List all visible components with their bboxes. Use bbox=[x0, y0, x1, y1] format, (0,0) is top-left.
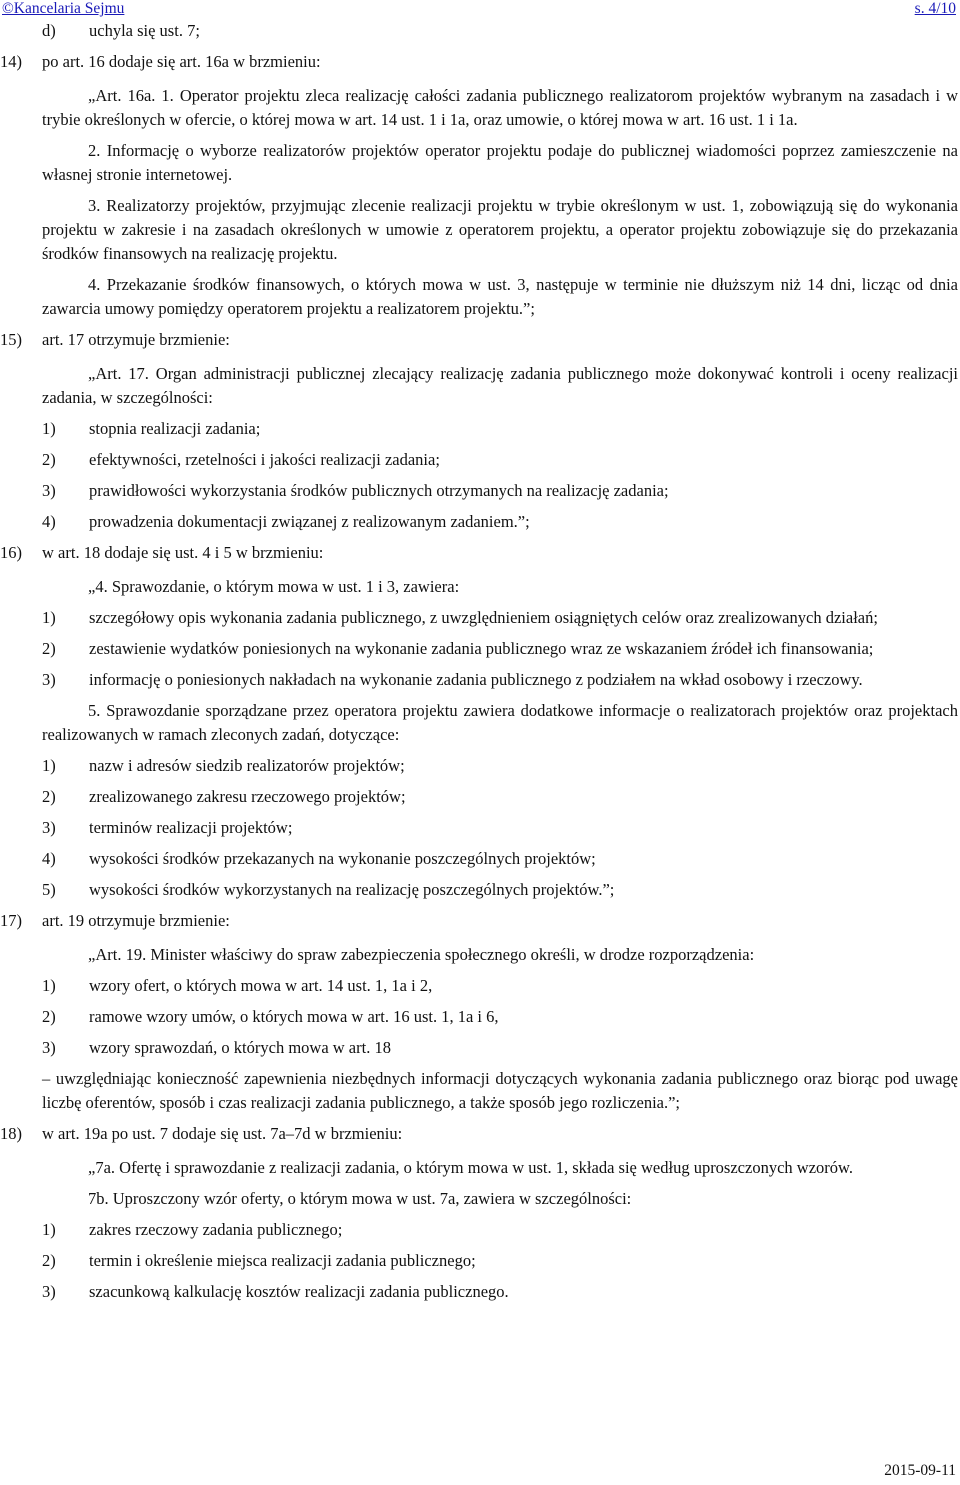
item-text: uchyla się ust. 7; bbox=[89, 21, 200, 40]
art16a-paragraph-4: 4. Przekazanie środków finansowych, o których mowa w ust. 3, następuje w terminie nie dłuższym niż 14 dni, licząc od dnia zawarcia umowy pomiędzy operatorem projektu a realizatorem projektu.”; bbox=[42, 275, 958, 318]
list-item bbox=[42, 974, 958, 998]
footer-date: 2015-09-11 bbox=[884, 1462, 956, 1479]
page-header bbox=[0, 0, 960, 20]
list-item-text: zakres rzeczowy zadania publicznego; bbox=[89, 1220, 343, 1239]
list-item-number: 3) bbox=[42, 670, 56, 689]
amendment-15 bbox=[0, 328, 958, 352]
list-item-text: prawidłowości wykorzystania środków publicznych otrzymanych na realizację zadania; bbox=[89, 481, 669, 500]
list-item-text: wzory sprawozdań, o których mowa w art. 18 bbox=[89, 1038, 391, 1057]
list-item-number: 5) bbox=[42, 880, 56, 899]
art16a-paragraph-3: 3. Realizatorzy projektów, przyjmując zlecenie realizacji projektu w trybie określonym w ust. 1, zobowiązują się do wykonania projektu w zakresie i na zasadach określonych w umowie z operatorem projektu, a operator projektu zobowiązuje się do przekazania środków finansowych na realizację projektu. bbox=[42, 196, 958, 263]
ust7b-intro: 7b. Uproszczony wzór oferty, o którym mowa w ust. 7a, zawiera w szczególności: bbox=[88, 1189, 632, 1208]
list-item bbox=[42, 847, 958, 871]
list-item bbox=[42, 1249, 958, 1273]
list-item-number: 4) bbox=[42, 849, 56, 868]
list-item-text: informację o poniesionych nakładach na wykonanie zadania publicznego z podziałem na wkład osobowy i rzeczowy. bbox=[89, 670, 863, 689]
ust5-intro: 5. Sprawozdanie sporządzane przez operatora projektu zawiera dodatkowe informacje o realizatorach projektów oraz projektach realizowanych w ramach zleconych zadań, dotyczące: bbox=[42, 701, 958, 744]
list-item bbox=[42, 510, 958, 534]
amendment-text: w art. 18 dodaje się ust. 4 i 5 w brzmieniu: bbox=[42, 543, 324, 562]
document-body bbox=[0, 19, 958, 1304]
art19-closing: – uwzględniając konieczność zapewnienia niezbędnych informacji dotyczących wykonania zadania publicznego oraz biorąc pod uwagę liczbę oferentów, sposób i czas realizacji zadania publicznego, a także sposób jego rozliczenia.”; bbox=[42, 1069, 958, 1112]
list-item-text: szczegółowy opis wykonania zadania publicznego, z uwzględnieniem osiągniętych celów oraz zrealizowanych działań; bbox=[89, 608, 878, 627]
list-item-text: stopnia realizacji zadania; bbox=[89, 419, 261, 438]
amendment-number: 15) bbox=[0, 330, 22, 349]
list-item-number: 2) bbox=[42, 787, 56, 806]
list-item-text: zrealizowanego zakresu rzeczowego projektów; bbox=[89, 787, 406, 806]
list-item-text: zestawienie wydatków poniesionych na wykonanie zadania publicznego wraz ze wskazaniem źródeł ich finansowania; bbox=[89, 639, 874, 658]
amendment-number: 14) bbox=[0, 52, 22, 71]
amendment-text: art. 19 otrzymuje brzmienie: bbox=[42, 911, 230, 930]
list-item-number: 1) bbox=[42, 976, 56, 995]
amendment-16 bbox=[0, 541, 958, 565]
amendment-number: 17) bbox=[0, 911, 22, 930]
amendment-18 bbox=[0, 1122, 958, 1146]
list-item-number: 1) bbox=[42, 1220, 56, 1239]
list-item bbox=[42, 1005, 958, 1029]
list-item-text: wzory ofert, o których mowa w art. 14 ust. 1, 1a i 2, bbox=[89, 976, 433, 995]
art17-intro: „Art. 17. Organ administracji publicznej zlecający realizację zadania publicznego może dokonywać kontroli i oceny realizacji zadania, w szczególności: bbox=[42, 364, 958, 407]
amendment-17 bbox=[0, 909, 958, 933]
ust7a-paragraph: „7a. Ofertę i sprawozdanie z realizacji zadania, o którym mowa w ust. 1, składa się według uproszczonych wzorów. bbox=[88, 1158, 853, 1177]
list-item bbox=[42, 606, 958, 630]
list-item bbox=[42, 1280, 958, 1304]
list-item-text: terminów realizacji projektów; bbox=[89, 818, 293, 837]
list-item-text: efektywności, rzetelności i jakości realizacji zadania; bbox=[89, 450, 440, 469]
list-item bbox=[42, 417, 958, 441]
list-item-text: prowadzenia dokumentacji związanej z realizowanym zadaniem.”; bbox=[89, 512, 530, 531]
list-item bbox=[42, 816, 958, 840]
list-item-number: 2) bbox=[42, 450, 56, 469]
list-item-text: termin i określenie miejsca realizacji zadania publicznego; bbox=[89, 1251, 476, 1270]
item-number: d) bbox=[42, 21, 56, 40]
list-item-number: 3) bbox=[42, 1282, 56, 1301]
list-item-number: 2) bbox=[42, 639, 56, 658]
list-item-text: szacunkową kalkulację kosztów realizacji zadania publicznego. bbox=[89, 1282, 509, 1301]
list-item bbox=[42, 1218, 958, 1242]
list-item bbox=[42, 448, 958, 472]
list-item-number: 1) bbox=[42, 419, 56, 438]
list-item-number: 4) bbox=[42, 512, 56, 531]
amendment-number: 18) bbox=[0, 1124, 22, 1143]
list-item bbox=[42, 785, 958, 809]
list-item bbox=[42, 1036, 958, 1060]
publisher-link[interactable]: ©Kancelaria Sejmu bbox=[2, 0, 125, 17]
list-item-text: ramowe wzory umów, o których mowa w art. 16 ust. 1, 1a i 6, bbox=[89, 1007, 499, 1026]
page-number-link[interactable]: s. 4/10 bbox=[914, 0, 956, 17]
list-item-number: 3) bbox=[42, 818, 56, 837]
list-item-number: 1) bbox=[42, 608, 56, 627]
list-item-text: wysokości środków przekazanych na wykonanie poszczególnych projektów; bbox=[89, 849, 596, 868]
list-item-text: nazw i adresów siedzib realizatorów projektów; bbox=[89, 756, 405, 775]
list-item-text: wysokości środków wykorzystanych na realizację poszczególnych projektów.”; bbox=[89, 880, 615, 899]
list-item bbox=[42, 637, 958, 661]
amendment-number: 16) bbox=[0, 543, 22, 562]
list-item-number: 3) bbox=[42, 1038, 56, 1057]
amendment-text: art. 17 otrzymuje brzmienie: bbox=[42, 330, 230, 349]
amendment-text: po art. 16 dodaje się art. 16a w brzmieniu: bbox=[42, 52, 321, 71]
list-item bbox=[42, 479, 958, 503]
list-item-number: 1) bbox=[42, 756, 56, 775]
list-item-number: 3) bbox=[42, 481, 56, 500]
list-item bbox=[42, 754, 958, 778]
ust4-intro: „4. Sprawozdanie, o którym mowa w ust. 1 i 3, zawiera: bbox=[88, 577, 460, 596]
list-item-number: 2) bbox=[42, 1251, 56, 1270]
art16a-paragraph-1: „Art. 16a. 1. Operator projektu zleca realizację całości zadania publicznego realizatorom projektów wybranym na zasadach i w trybie określonych w ofercie, o której mowa w art. 14 ust. 1 i 1a, oraz umowie, o której mowa w art. 16 ust. 1 i 1a. bbox=[42, 86, 958, 129]
art16a-paragraph-2: 2. Informację o wyborze realizatorów projektów operator projektu podaje do publicznej wiadomości poprzez zamieszczenie na własnej stronie internetowej. bbox=[42, 141, 958, 184]
amendment-14 bbox=[0, 50, 958, 74]
list-item-number: 2) bbox=[42, 1007, 56, 1026]
list-item bbox=[42, 668, 958, 692]
amendment-text: w art. 19a po ust. 7 dodaje się ust. 7a–7d w brzmieniu: bbox=[42, 1124, 403, 1143]
amendment-d bbox=[42, 19, 958, 43]
list-item bbox=[42, 878, 958, 902]
art19-intro: „Art. 19. Minister właściwy do spraw zabezpieczenia społecznego określi, w drodze rozporządzenia: bbox=[88, 945, 755, 964]
